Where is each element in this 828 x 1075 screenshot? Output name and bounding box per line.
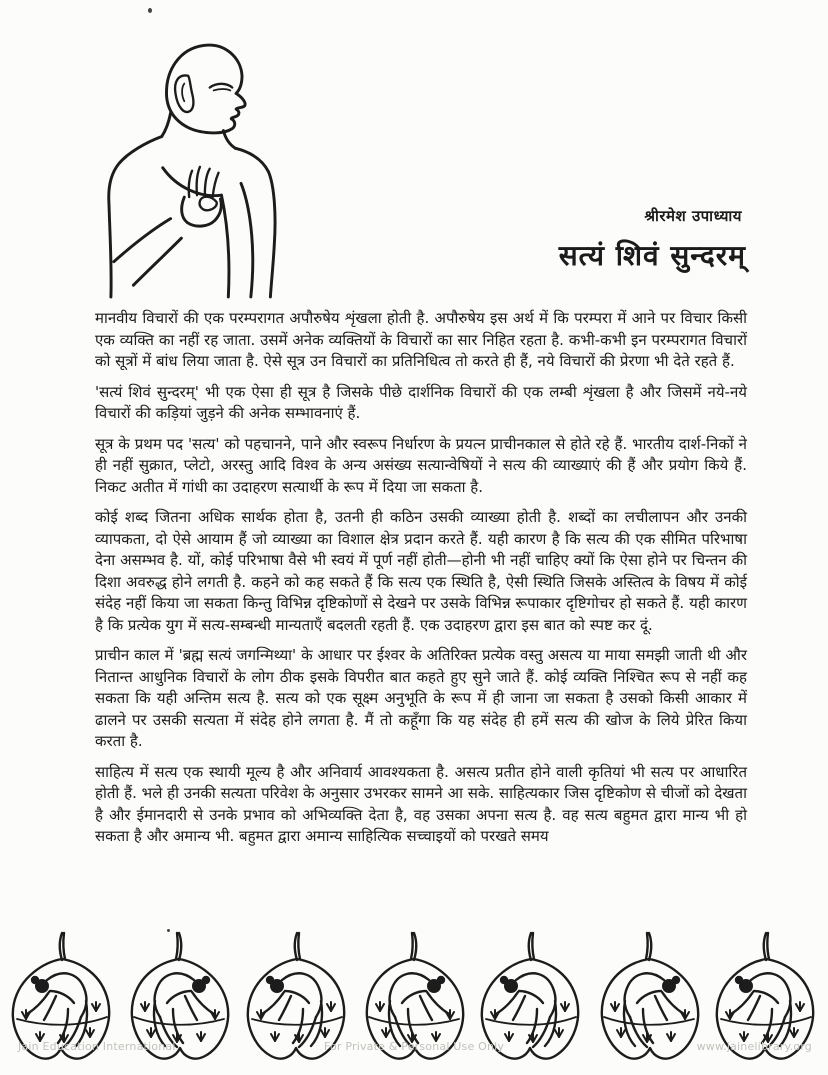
- watermark-right: www.jainelibrary.org: [696, 1040, 812, 1053]
- author-name: श्रीरमेश उपाध्याय: [644, 207, 742, 225]
- paragraph: कोई शब्द जितना अधिक सार्थक होता है, उतनी ही कठिन उसकी व्याख्या होती है. शब्दों का लचीलापन और उनकी व्यापकता, दो ऐसे आयाम हैं जो व्याख्या का विशाल क्षेत्र प्रदान करते हैं. यही कारण है कि सत्य की एक सीमित परिभाषा देना असम्भव है. यों, कोई परिभाषा वैसे भी स्वयं में पूर्ण नहीं होती—होनी भी नहीं चाहिए क्यों कि ऐसा होने पर चिन्तन की दिशा अवरुद्ध होने लगती है. कहने को कह सकते हैं कि सत्य एक स्थिति है, ऐसी स्थिति जिसके अस्तित्व के विषय में कोई संदेह नहीं किया जा सकता किन्तु विभिन्न दृष्टिकोणों से देखने पर उसके विभिन्न रूपाकार दृष्टिगोचर हो सकते हैं. यही कारण है कि प्रत्येक युग में सत्य-सम्बन्धी मान्यताएँ बदलती रहती हैं. एक उदाहरण द्वारा इस बात को स्पष्ट कर दूं.: [95, 508, 747, 634]
- paragraph: साहित्य में सत्य एक स्थायी मूल्य है और अनिवार्य आवश्यकता है. असत्य प्रतीत होने वाली कृतियां भी सत्य पर आधारित होती हैं. भले ही उनकी सत्यता परिवेश के अनुसार उभरकर सामने आ सके. साहित्यकार जिस दृष्टिकोण से चीजों को देखता है और ईमानदारी से उनके प्रभाव को अभिव्यक्ति देता है, वह उसका अपना सत्य है. वह सत्य बहुमत द्वारा मान्य भी हो सकता है और अमान्य भी. बहुमत द्वारा अमान्य साहित्यिक सच्चाइयों को परखते समय: [95, 762, 747, 845]
- header-block: [559, 206, 746, 274]
- article-body: [95, 308, 747, 857]
- page-title: सत्यं शिवं सुन्दरम्: [558, 239, 746, 272]
- leaf-motif-illustration: [593, 929, 705, 1071]
- monk-illustration: [106, 12, 380, 302]
- watermark-center: For Private & Personal Use Only: [323, 1040, 505, 1053]
- jain-monk-line-drawing-svg: [106, 12, 380, 302]
- paragraph: सूत्र के प्रथम पद 'सत्य' को पहचानने, पाने और स्वरूप निर्धारण के प्रयत्न प्राचीनकाल से होते रहे हैं. भारतीय दार्श-निकों ने ही नहीं सुक्रात, प्लेटो, अरस्तु आदि विश्व के अन्य असंख्य सत्यान्वेषियों ने सत्य की व्याख्याएं की हैं और प्रयोग किये हैं. निकट अतीत में गांधी का उदाहरण सत्यार्थी के रूप में दिया जा सकता है.: [95, 434, 747, 496]
- paragraph: प्राचीन काल में 'ब्रह्म सत्यं जगन्मिथ्या' के आधार पर ईश्वर के अतिरिक्त प्रत्येक वस्तु असत्य या माया समझी जाती थी और नितान्त आधुनिक विचारों के लोग ठीक इसके विपरीत बात कहते हुए सुने जाते हैं. कोई व्यक्ति निश्चित रूप से नहीं कह सकता कि यही अन्तिम सत्य है. सत्य को एक सूक्ष्म अनुभूति के रूप में ही जाना जा सकता है उसको किसी आकार में ढालने पर उसकी सत्यता में संदेह होने लगता है. मैं तो कहूँगा कि यह संदेह ही हमें सत्य की खोज के लिये प्रेरित किया करता है.: [95, 646, 747, 750]
- watermark-left: Jain Education International: [18, 1040, 176, 1053]
- scan-speck: [167, 929, 170, 932]
- paragraph: मानवीय विचारों की एक परम्परागत अपौरुषेय शृंखला होती है. अपौरुषेय इस अर्थ में कि परम्परा में आने पर विचार किसी एक व्यक्ति का नहीं रह जाता. उसमें अनेक व्यक्तियों के विचारों का सार निहित रहता है. कभी-कभी इन परम्परागत विचारों को सूत्रों में बांध लिया जाता है. ऐसे सूत्र उन विचारों का प्रतिनिधित्व तो करते ही हैं, नये विचारों की प्रेरणा भी देते रहते हैं.: [95, 309, 747, 370]
- scan-speck: [148, 8, 152, 13]
- paragraph: 'सत्यं शिवं सुन्दरम्' भी एक ऐसा ही सूत्र है जिसके पीछे दार्शनिक विचारों की एक लम्बी शृंखला है और जिसमें नये-नये विचारों की कड़ियां जुड़ने की अनेक सम्भावनाएं हैं.: [95, 382, 747, 422]
